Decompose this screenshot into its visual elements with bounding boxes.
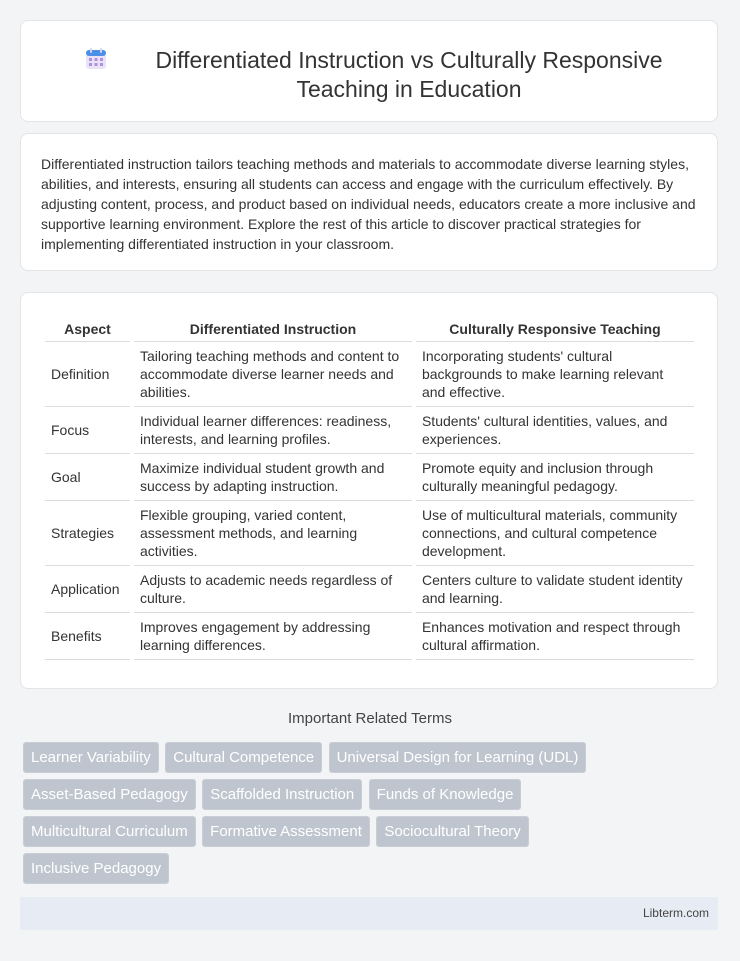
footer-site-link[interactable]: Libterm.com: [642, 906, 709, 920]
term-tag[interactable]: Multicultural Curriculum: [23, 816, 196, 847]
page-title-line2: Teaching in Education: [296, 76, 522, 102]
header-culturally-responsive: Culturally Responsive Teaching: [416, 313, 694, 342]
comparison-card: [20, 292, 718, 689]
row-differentiated: Improves engagement by addressing learning differences.: [134, 613, 412, 660]
row-culturally-responsive: Students' cultural identities, values, and experiences.: [416, 407, 694, 454]
term-tag[interactable]: Universal Design for Learning (UDL): [329, 742, 587, 773]
row-culturally-responsive: Promote equity and inclusion through culturally meaningful pedagogy.: [416, 454, 694, 501]
page-title: [121, 46, 697, 104]
table-row: [45, 407, 694, 454]
page-title-line1: Differentiated Instruction vs Culturally Responsive: [155, 47, 663, 73]
term-tag[interactable]: Scaffolded Instruction: [202, 779, 362, 810]
row-differentiated: Flexible grouping, varied content, assessment methods, and learning activities.: [134, 501, 412, 566]
title-card: [20, 20, 718, 122]
header-aspect: Aspect: [45, 313, 130, 342]
row-culturally-responsive: Use of multicultural materials, community connections, and cultural competence development.: [416, 501, 694, 566]
related-terms-list: [23, 742, 703, 890]
table-row: [45, 613, 694, 660]
row-aspect: Goal: [45, 454, 130, 501]
row-differentiated: Maximize individual student growth and success by adapting instruction.: [134, 454, 412, 501]
row-differentiated: Adjusts to academic needs regardless of culture.: [134, 566, 412, 613]
row-culturally-responsive: Enhances motivation and respect through cultural affirmation.: [416, 613, 694, 660]
row-aspect: Strategies: [45, 501, 130, 566]
row-culturally-responsive: Centers culture to validate student identity and learning.: [416, 566, 694, 613]
row-aspect: Definition: [45, 342, 130, 407]
intro-paragraph: Differentiated instruction tailors teaching methods and materials to accommodate diverse learning styles, abilities, and interests, ensuring all students can access and engage with the curriculum effectively. By adjusting content, process, and product based on individual needs, educators create a more inclusive and supportive learning environment. Explore the rest of this article to discover practical strategies for implementing differentiated instruction in your classroom.: [41, 156, 696, 252]
header-differentiated: Differentiated Instruction: [134, 313, 412, 342]
table-header-row: [45, 313, 694, 342]
table-row: [45, 342, 694, 407]
calendar-grid-icon: [84, 47, 108, 71]
footer-bar: [20, 897, 718, 930]
row-aspect: Benefits: [45, 613, 130, 660]
intro-card: [20, 133, 718, 271]
term-tag[interactable]: Inclusive Pedagogy: [23, 853, 169, 884]
term-tag[interactable]: Sociocultural Theory: [376, 816, 528, 847]
term-tag[interactable]: Asset-Based Pedagogy: [23, 779, 196, 810]
row-aspect: Focus: [45, 407, 130, 454]
row-culturally-responsive: Incorporating students' cultural backgrounds to make learning relevant and effective.: [416, 342, 694, 407]
term-tag[interactable]: Formative Assessment: [202, 816, 370, 847]
row-differentiated: Tailoring teaching methods and content to accommodate diverse learner needs and abilities.: [134, 342, 412, 407]
table-row: [45, 454, 694, 501]
table-row: [45, 566, 694, 613]
row-aspect: Application: [45, 566, 130, 613]
comparison-table: [41, 313, 698, 660]
term-tag[interactable]: Funds of Knowledge: [369, 779, 522, 810]
term-tag[interactable]: Cultural Competence: [165, 742, 322, 773]
related-terms-heading: Important Related Terms: [288, 710, 452, 727]
term-tag[interactable]: Learner Variability: [23, 742, 159, 773]
row-differentiated: Individual learner differences: readiness, interests, and learning profiles.: [134, 407, 412, 454]
table-row: [45, 501, 694, 566]
